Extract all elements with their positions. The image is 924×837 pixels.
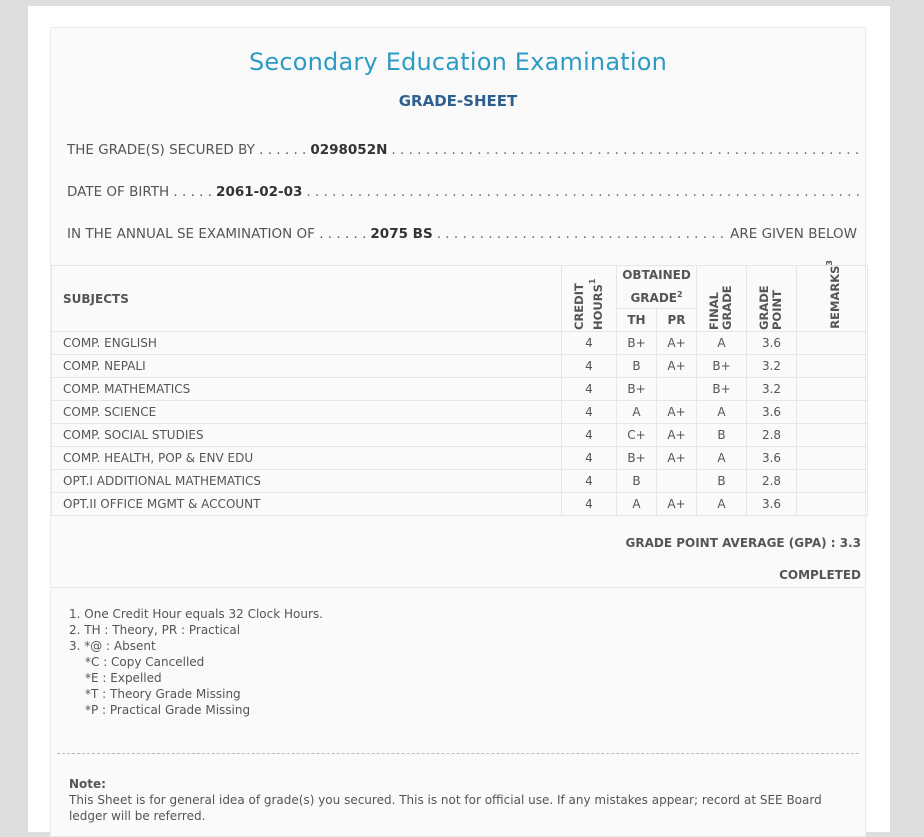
cell-pr: A+: [657, 332, 697, 355]
cell-final: A: [697, 332, 747, 355]
cell-th: A: [617, 493, 657, 516]
credit-hours-label: CREDIT HOURS: [572, 282, 605, 330]
cell-subject: COMP. ENGLISH: [52, 332, 562, 355]
cell-credit: 4: [562, 378, 617, 401]
cell-credit: 4: [562, 493, 617, 516]
remarks-header: [797, 259, 868, 332]
obtained-grade-header: [617, 266, 697, 309]
note-text: This Sheet is for general idea of grade(s) you secured. This is not for official use. If any mistakes appear; record at SEE Board ledger will be referred.: [69, 793, 822, 823]
final-grade-header: [697, 266, 747, 332]
exam-label: IN THE ANNUAL SE EXAMINATION OF . . . . . .: [67, 226, 367, 242]
cell-credit: 4: [562, 470, 617, 493]
cell-gp: 2.8: [747, 424, 797, 447]
gpa-summary: GRADE POINT AVERAGE (GPA) : 3.3: [625, 536, 861, 550]
cell-gp: 3.2: [747, 355, 797, 378]
table-row: [52, 447, 868, 470]
cell-th: A: [617, 401, 657, 424]
cell-subject: COMP. HEALTH, POP & ENV EDU: [52, 447, 562, 470]
credit-hours-sup: 1: [588, 278, 598, 284]
exam-tail: ARE GIVEN BELOW: [730, 226, 857, 242]
secured-by-row: [67, 142, 859, 162]
cell-th: B: [617, 470, 657, 493]
note-label: Note:: [69, 777, 106, 791]
cell-final: B: [697, 424, 747, 447]
credit-hours-header: [562, 266, 617, 332]
cell-credit: 4: [562, 355, 617, 378]
note-item: *E : Expelled: [85, 671, 162, 685]
exam-row: [67, 226, 859, 246]
cell-gp: 3.2: [747, 378, 797, 401]
cell-th: B: [617, 355, 657, 378]
cell-remarks: [797, 355, 868, 378]
subjects-header: SUBJECTS: [52, 266, 562, 332]
note-item: 1. One Credit Hour equals 32 Clock Hours.: [69, 607, 323, 621]
cell-gp: 3.6: [747, 493, 797, 516]
cell-gp: 3.6: [747, 332, 797, 355]
cell-final: A: [697, 401, 747, 424]
note-item: 3. *@ : Absent: [69, 639, 156, 653]
exam-year: 2075 BS: [370, 226, 433, 242]
cell-credit: 4: [562, 401, 617, 424]
final-grade-label: FINAL GRADE: [706, 284, 734, 330]
dot-leader: [391, 142, 859, 158]
legend-notes: [69, 606, 323, 718]
table-row: [52, 378, 868, 401]
cell-subject: OPT.II OFFICE MGMT & ACCOUNT: [52, 493, 562, 516]
cell-final: A: [697, 493, 747, 516]
cell-th: C+: [617, 424, 657, 447]
note-item: *C : Copy Cancelled: [85, 655, 205, 669]
note-item: 2. TH : Theory, PR : Practical: [69, 623, 241, 637]
cell-gp: 3.6: [747, 447, 797, 470]
cell-gp: 2.8: [747, 470, 797, 493]
remarks-sup: 3: [824, 259, 834, 266]
cell-gp: 3.6: [747, 401, 797, 424]
cell-th: B+: [617, 378, 657, 401]
cell-final: B+: [697, 355, 747, 378]
obtained-grade-sup: 2: [676, 290, 683, 299]
table-row: [52, 470, 868, 493]
page-title: Secondary Education Examination: [248, 48, 668, 76]
cell-pr: A+: [657, 493, 697, 516]
cell-final: B: [697, 470, 747, 493]
remarks-label: REMARKS: [827, 265, 842, 329]
dob-row: [67, 184, 859, 204]
dob-label: DATE OF BIRTH . . . . .: [67, 184, 213, 200]
cell-remarks: [797, 332, 868, 355]
cell-pr: [657, 378, 697, 401]
cell-credit: 4: [562, 447, 617, 470]
cell-subject: OPT.I ADDITIONAL MATHEMATICS: [52, 470, 562, 493]
grade-sheet: [50, 27, 866, 837]
page: [28, 6, 890, 832]
table-row: [52, 424, 868, 447]
cell-subject: COMP. MATHEMATICS: [52, 378, 562, 401]
secured-by-label: THE GRADE(S) SECURED BY . . . . . .: [67, 142, 307, 158]
dashed-divider: [57, 753, 859, 754]
cell-remarks: [797, 424, 868, 447]
cell-pr: A+: [657, 355, 697, 378]
cell-pr: A+: [657, 447, 697, 470]
th-header: TH: [617, 309, 657, 332]
grade-point-label: GRADE POINT: [756, 284, 784, 330]
cell-remarks: [797, 447, 868, 470]
footer-note: [69, 776, 847, 824]
note-item: *T : Theory Grade Missing: [85, 687, 241, 701]
table-row: [52, 493, 868, 516]
cell-remarks: [797, 493, 868, 516]
pr-header: PR: [657, 309, 697, 332]
grade-point-header: [747, 266, 797, 332]
cell-credit: 4: [562, 424, 617, 447]
cell-remarks: [797, 378, 868, 401]
cell-final: A: [697, 447, 747, 470]
sheet-subtitle: GRADE-SHEET: [398, 92, 518, 110]
cell-subject: COMP. NEPALI: [52, 355, 562, 378]
cell-remarks: [797, 401, 868, 424]
cell-pr: [657, 470, 697, 493]
cell-pr: A+: [657, 401, 697, 424]
obtained-grade-label: OBTAINED GRADE: [622, 268, 691, 305]
dot-leader: [306, 184, 859, 200]
table-row: [52, 401, 868, 424]
result-status: COMPLETED: [779, 568, 861, 582]
divider: [51, 587, 865, 588]
symbol-number: 0298052N: [310, 142, 388, 158]
table-row: [52, 332, 868, 355]
cell-credit: 4: [562, 332, 617, 355]
table-row: [52, 355, 868, 378]
cell-th: B+: [617, 447, 657, 470]
cell-th: B+: [617, 332, 657, 355]
cell-subject: COMP. SCIENCE: [52, 401, 562, 424]
cell-remarks: [797, 470, 868, 493]
grades-table: [51, 259, 868, 516]
cell-pr: A+: [657, 424, 697, 447]
cell-final: B+: [697, 378, 747, 401]
dot-leader: [437, 226, 728, 242]
note-item: *P : Practical Grade Missing: [85, 703, 251, 717]
cell-subject: COMP. SOCIAL STUDIES: [52, 424, 562, 447]
header-row: [52, 266, 868, 309]
date-of-birth: 2061-02-03: [216, 184, 303, 200]
